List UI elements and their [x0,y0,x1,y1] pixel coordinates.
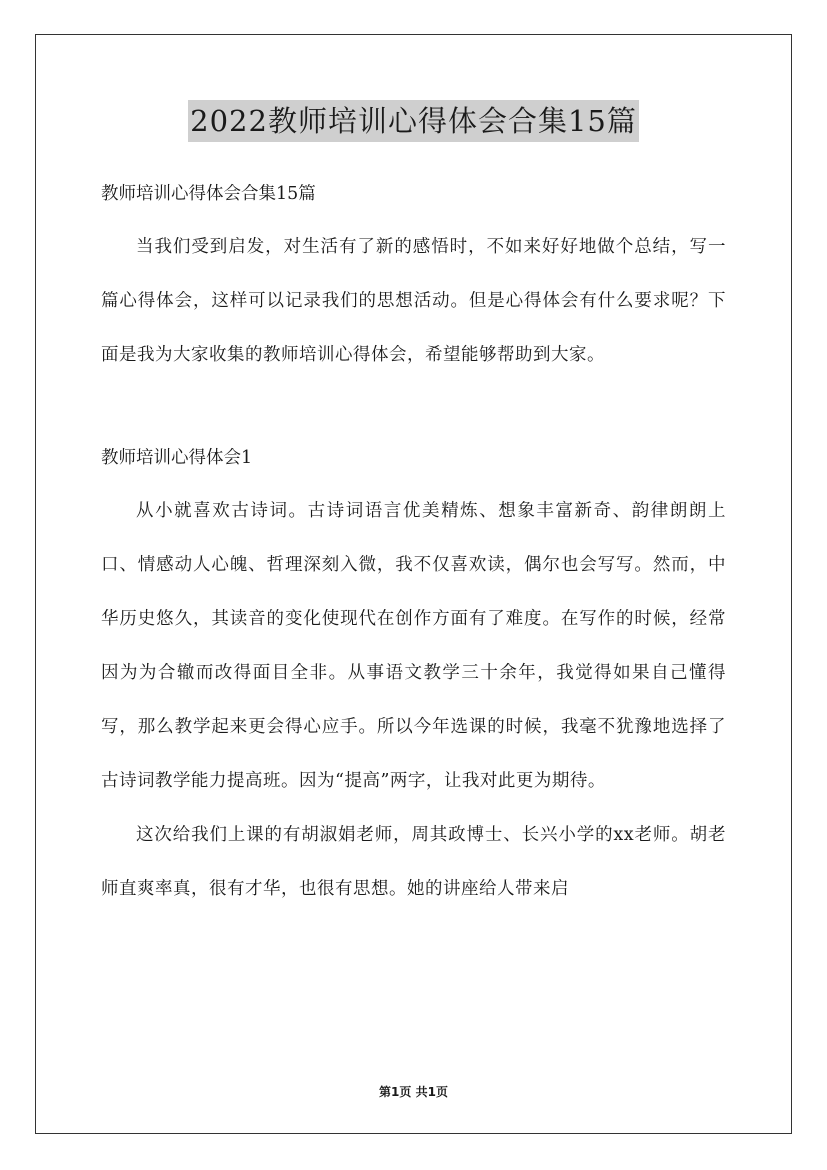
footer-page-number: 1 [391,1085,400,1099]
intro-paragraph: 当我们受到启发，对生活有了新的感悟时，不如来好好地做个总结，写一篇心得体会，这样可以记录我们的思想活动。但是心得体会有什么要求呢？下面是我为大家收集的教师培训心得体会，希望能够帮助到大家。 [101,237,726,365]
document-subtitle: 教师培训心得体会合集15篇 [101,184,316,204]
body-paragraph-1: 从小就喜欢古诗词。古诗词语言优美精炼、想象丰富新奇、韵律朗朗上口、情感动人心魄、哲理深刻入微，我不仅喜欢读，偶尔也会写写。然而，中华历史悠久，其读音的变化使现代在创作方面有了难度。在写作的时候，经常因为为合辙而改得面目全非。从事语文教学三十余年，我觉得如果自己懂得写，那么教学起来更会得心应手。所以今年选课的时候，我毫不犹豫地选择了古诗词教学能力提高班。因为“提高”两字，让我对此更为期待。 [101,501,726,791]
footer-total-pages: 1 [427,1085,436,1099]
footer-page-prefix: 第 [379,1085,392,1099]
document-body [101,174,726,916]
footer-page-suffix: 页 共 [399,1085,428,1099]
section-heading: 教师培训心得体会1 [101,448,253,468]
page-footer [0,1083,827,1101]
body-paragraph-2: 这次给我们上课的有胡淑娟老师，周其政博士、长兴小学的xx老师。胡老师直爽率真，很有才华，也很有思想。她的讲座给人带来启 [101,825,726,899]
footer-total-suffix: 页 [435,1085,448,1099]
document-title: 2022教师培训心得体会合集15篇 [188,100,639,142]
title-container [0,100,827,142]
